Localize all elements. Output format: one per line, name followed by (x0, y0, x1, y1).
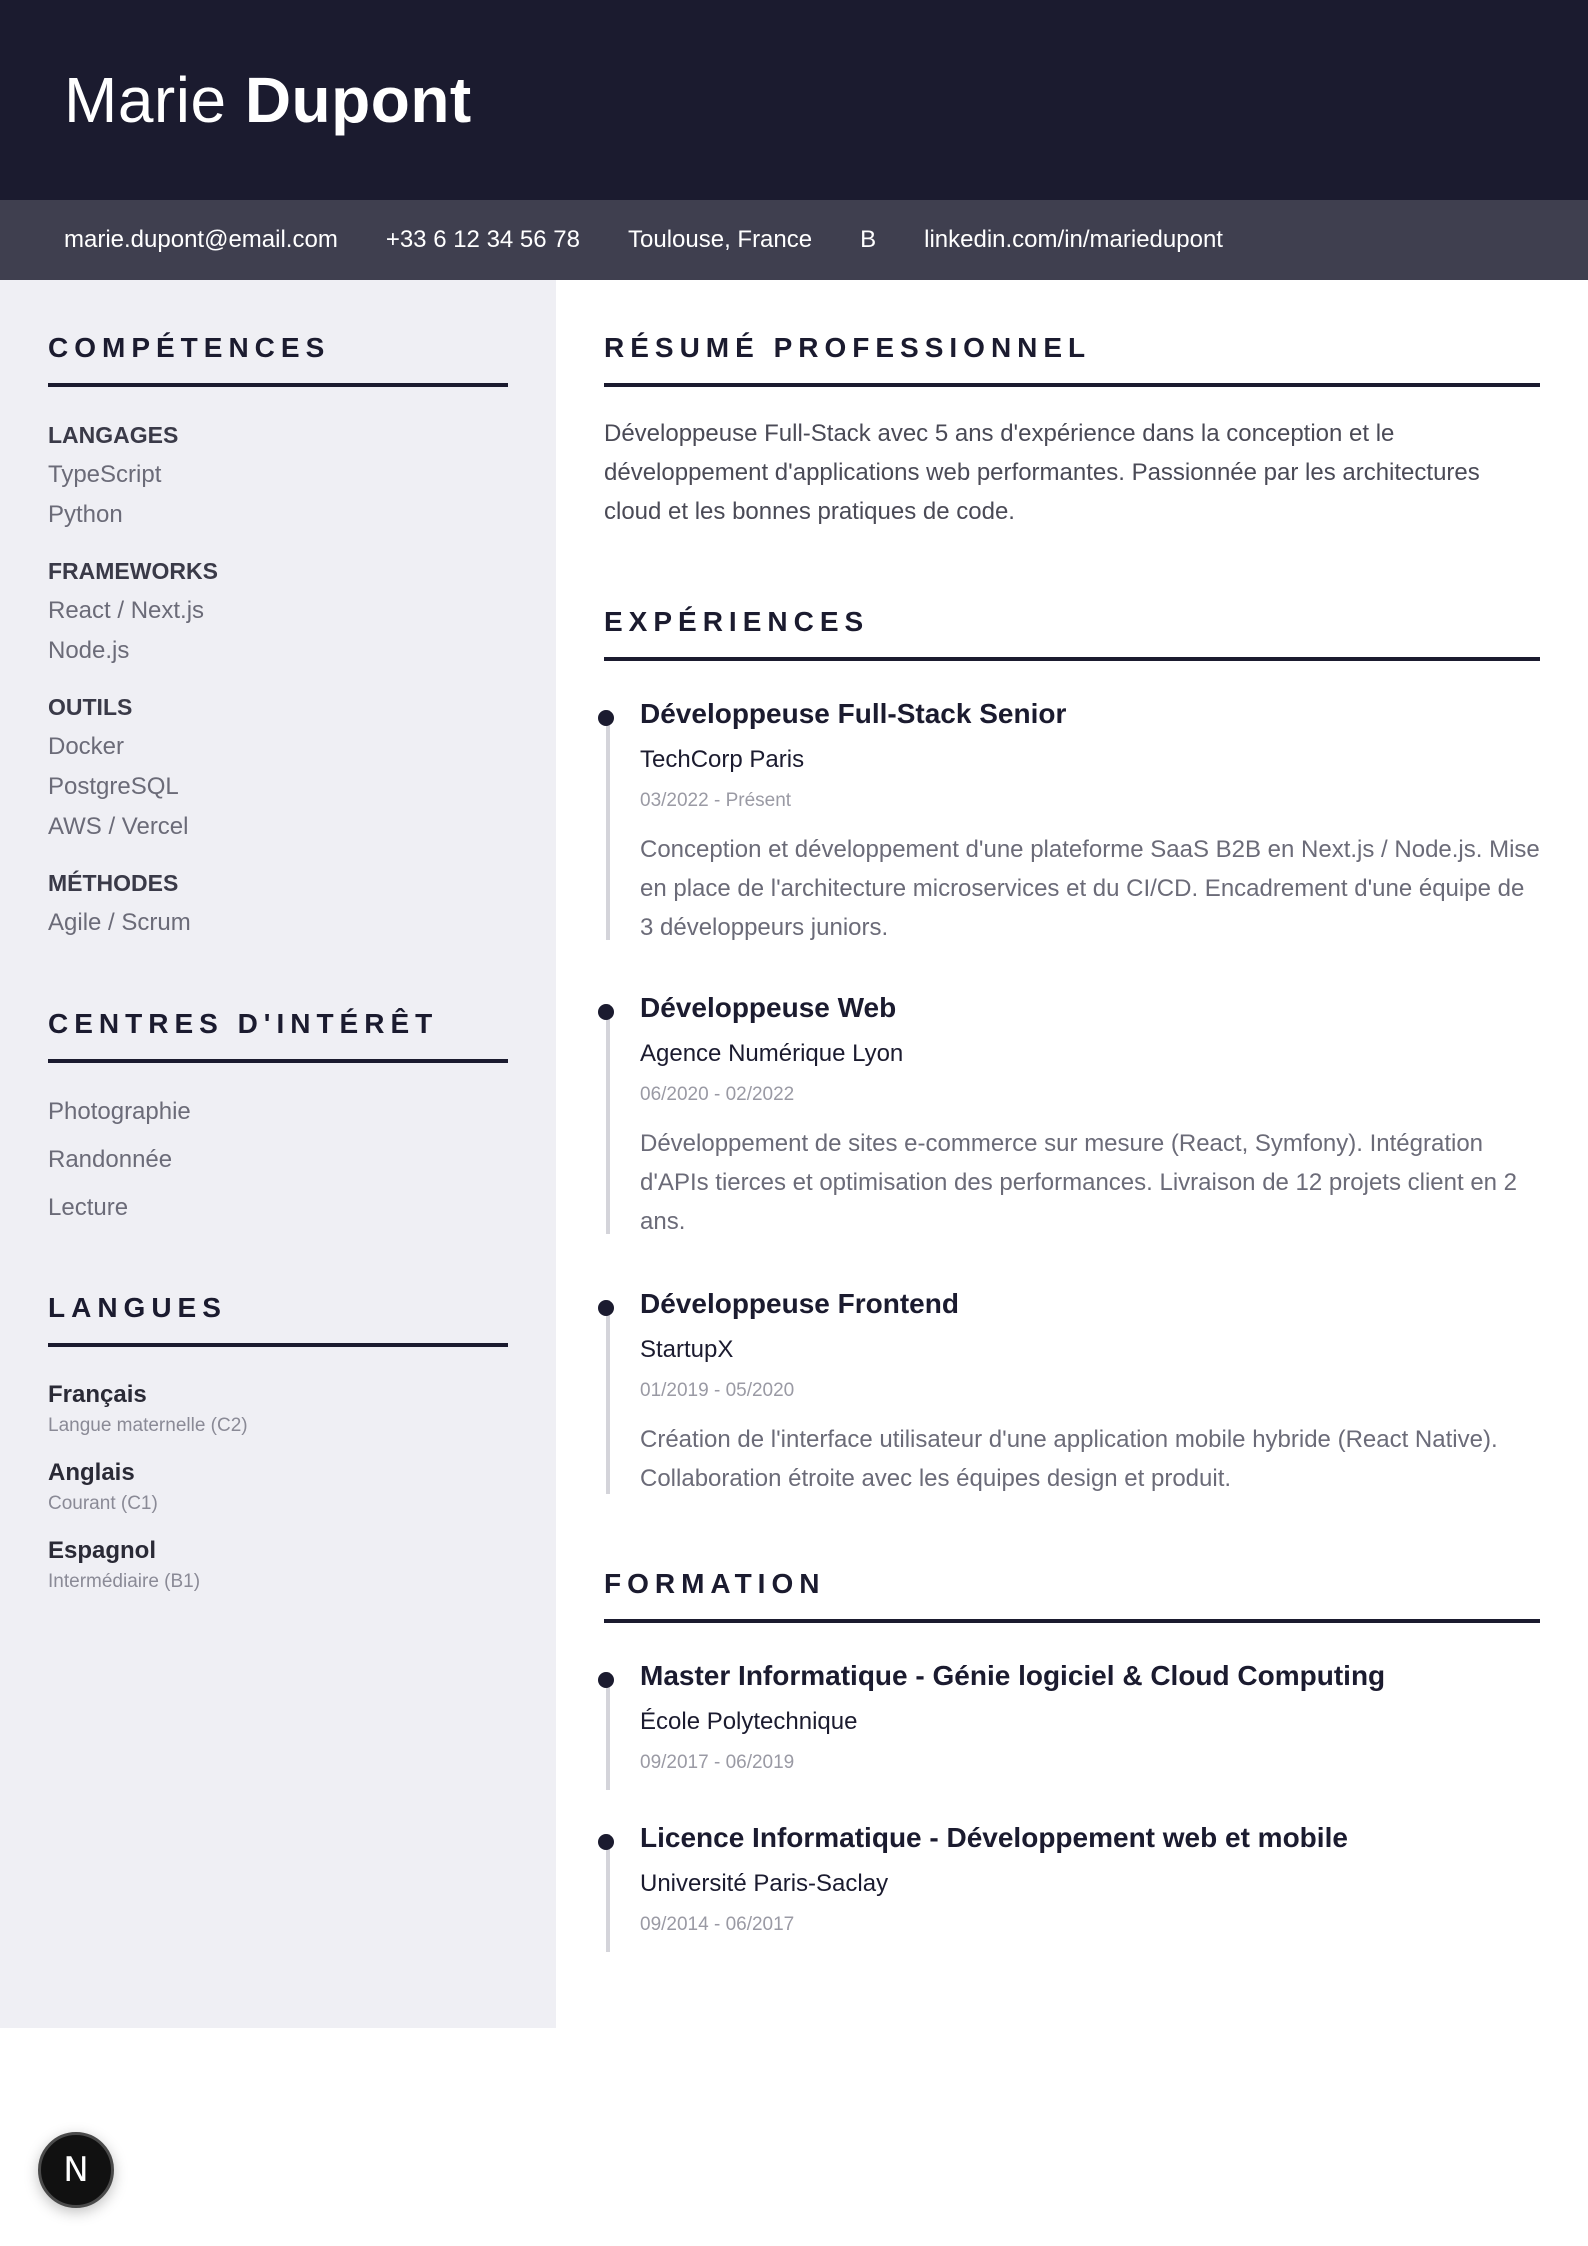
school-name: Université Paris-Saclay (640, 1870, 889, 1897)
experience-entry (604, 698, 1540, 940)
language-name: Espagnol (48, 1537, 157, 1564)
summary-text: Développeuse Full-Stack avec 5 ans d'expérience dans la conception et le développement d'applications web performantes. Passionnée par les architectures cloud et les bonnes pratiques de code. (604, 420, 1480, 525)
timeline-line (606, 1004, 610, 1234)
job-title: Développeuse Web (640, 992, 897, 1023)
skill-category: LANGAGES (48, 422, 179, 448)
contact-extra: B (860, 226, 877, 253)
summary-title: RÉSUMÉ PROFESSIONNEL (604, 332, 1092, 363)
timeline-dot-icon (598, 1672, 614, 1688)
skill-item: Python (48, 501, 123, 528)
degree-dates: 09/2014 - 06/2017 (640, 1914, 795, 1935)
company-name: TechCorp Paris (640, 746, 805, 773)
skill-item: PostgreSQL (48, 773, 179, 800)
degree-dates: 09/2017 - 06/2019 (640, 1752, 795, 1773)
summary-divider (604, 383, 1540, 387)
language-level: Langue maternelle (C2) (48, 1415, 248, 1436)
language-name: Anglais (48, 1459, 135, 1486)
fab-label: N (63, 2150, 89, 2190)
languages-title: LANGUES (48, 1292, 227, 1323)
interests-divider (48, 1059, 508, 1063)
timeline-dot-icon (598, 1300, 614, 1316)
job-dates: 06/2020 - 02/2022 (640, 1084, 795, 1105)
company-name: StartupX (640, 1336, 734, 1363)
language-level: Intermédiaire (B1) (48, 1571, 201, 1592)
full-name (64, 60, 472, 140)
interest-item: Photographie (48, 1098, 191, 1125)
timeline-dot-icon (598, 710, 614, 726)
timeline-line (606, 1672, 610, 1790)
sidebar (0, 280, 556, 2028)
experience-title: EXPÉRIENCES (604, 606, 870, 637)
skill-category: OUTILS (48, 694, 133, 720)
timeline-dot-icon (598, 1834, 614, 1850)
first-name: Marie (64, 64, 227, 136)
timeline-dot-icon (598, 1004, 614, 1020)
job-description: Conception et développement d'une plateforme SaaS B2B en Next.js / Node.js. Mise en place de l'architecture microservices et du CI/CD. Encadrement d'une équipe de 3 développeurs juniors. (640, 836, 1540, 941)
degree-title: Licence Informatique - Développement web et mobile (640, 1822, 1348, 1853)
contact-email[interactable]: marie.dupont@email.com (64, 226, 338, 253)
timeline-line (606, 1834, 610, 1952)
language-name: Français (48, 1381, 147, 1408)
timeline-line (606, 710, 610, 940)
skills-divider (48, 383, 508, 387)
experience-entry (604, 992, 1540, 1234)
language-level: Courant (C1) (48, 1493, 158, 1514)
contact-phone[interactable]: +33 6 12 34 56 78 (385, 226, 580, 253)
job-description: Développement de sites e-commerce sur mesure (React, Symfony). Intégration d'APIs tierces et optimisation des performances. Livraison de 12 projets client en 2 ans. (640, 1130, 1518, 1235)
job-description: Création de l'interface utilisateur d'une application mobile hybride (React Native). Collaboration étroite avec les équipes design et produit. (640, 1426, 1498, 1492)
interests-title: CENTRES D'INTÉRÊT (48, 1008, 439, 1039)
interest-item: Randonnée (48, 1146, 173, 1173)
interest-item: Lecture (48, 1194, 129, 1221)
job-dates: 03/2022 - Présent (640, 790, 792, 811)
job-dates: 01/2019 - 05/2020 (640, 1380, 795, 1401)
education-title: FORMATION (604, 1568, 826, 1599)
resume-header (0, 0, 1588, 200)
skill-category: FRAMEWORKS (48, 558, 218, 584)
experience-entry (604, 1288, 1540, 1490)
skill-item: Node.js (48, 637, 130, 664)
skill-item: React / Next.js (48, 597, 205, 624)
skill-item: AWS / Vercel (48, 813, 189, 840)
last-name: Dupont (244, 64, 472, 136)
education-entry (604, 1822, 1540, 1952)
skill-item: Docker (48, 733, 125, 760)
skills-title: COMPÉTENCES (48, 332, 331, 363)
experience-divider (604, 657, 1540, 661)
education-divider (604, 1619, 1540, 1623)
nextjs-logo-icon[interactable] (38, 2132, 114, 2208)
school-name: École Polytechnique (640, 1708, 858, 1735)
education-entry (604, 1660, 1540, 1790)
degree-title: Master Informatique - Génie logiciel & Cloud Computing (640, 1660, 1386, 1691)
contact-bar (0, 200, 1588, 280)
timeline-line (606, 1300, 610, 1494)
skill-category: MÉTHODES (48, 870, 179, 896)
company-name: Agence Numérique Lyon (640, 1040, 904, 1067)
job-title: Développeuse Full-Stack Senior (640, 698, 1067, 729)
job-title: Développeuse Frontend (640, 1288, 959, 1319)
contact-location: Toulouse, France (628, 226, 813, 253)
languages-divider (48, 1343, 508, 1347)
contact-linkedin[interactable]: linkedin.com/in/mariedupont (924, 226, 1223, 253)
skill-item: TypeScript (48, 461, 162, 488)
skill-item: Agile / Scrum (48, 909, 191, 936)
